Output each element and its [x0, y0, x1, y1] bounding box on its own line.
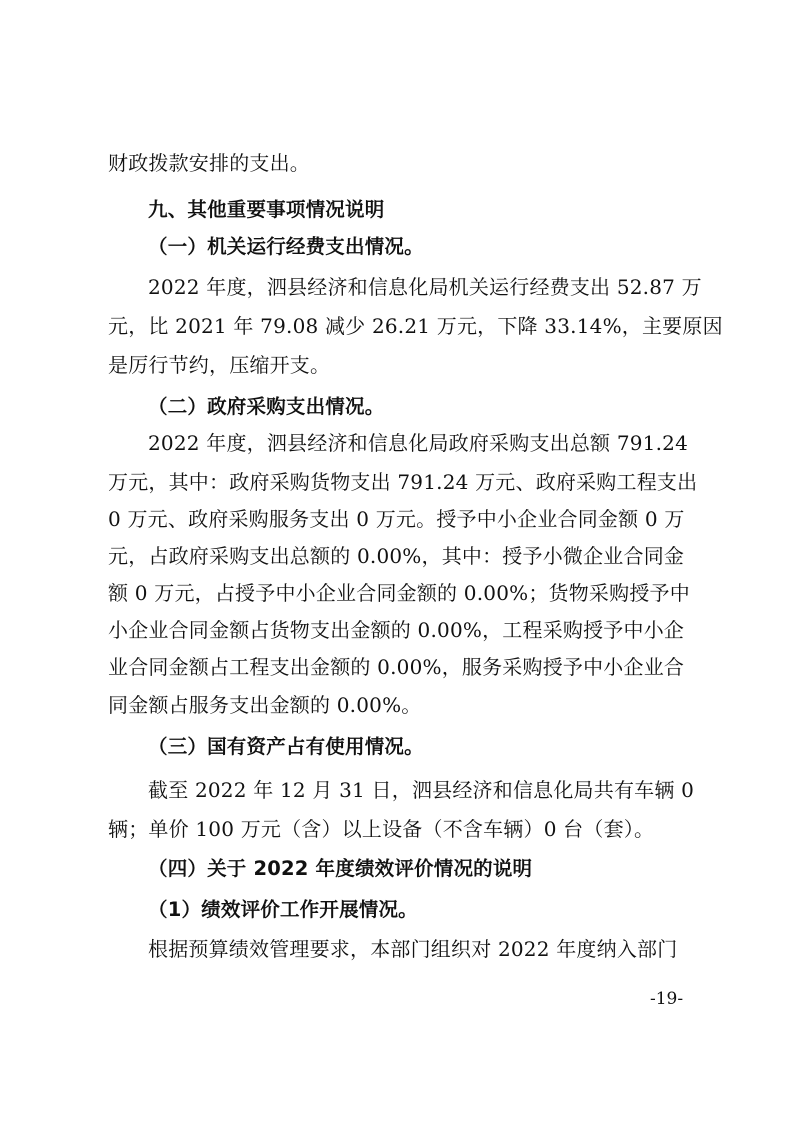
text-line: 业合同金额占工程支出金额的 0.00%，服务采购授予中小企业合 — [108, 655, 685, 679]
section-heading: 九、其他重要事项情况说明 — [148, 198, 385, 221]
subsection-heading: （三）国有资产占有使用情况。 — [148, 735, 424, 758]
text-line: 0 万元、政府采购服务支出 0 万元。授予中小企业合同金额 0 万 — [108, 507, 685, 531]
text-line: 元，占政府采购支出总额的 0.00%，其中：授予小微企业合同金 — [108, 544, 685, 568]
text-line: 2022 年度，泗县经济和信息化局机关运行经费支出 52.87 万 — [148, 275, 702, 299]
subsection-heading: （一）机关运行经费支出情况。 — [148, 235, 424, 258]
page-number: -19- — [650, 989, 684, 1009]
text-line: 万元，其中：政府采购货物支出 791.24 万元、政府采购工程支出 — [108, 470, 698, 494]
subsection-heading: （二）政府采购支出情况。 — [148, 395, 385, 418]
text-line: 小企业合同金额占货物支出金额的 0.00%，工程采购授予中小企 — [108, 618, 685, 642]
text-line: 财政拨款安排的支出。 — [108, 151, 310, 175]
subsection-heading: （四）关于 2022 年度绩效评价情况的说明 — [148, 857, 533, 880]
text-line: 2022 年度，泗县经济和信息化局政府采购支出总额 791.24 — [148, 431, 688, 455]
text-line: 同金额占服务支出金额的 0.00%。 — [108, 693, 422, 717]
text-line: 是厉行节约，压缩开支。 — [108, 353, 331, 377]
subsection-heading: （1）绩效评价工作开展情况。 — [148, 898, 418, 921]
text-line: 额 0 万元，占授予中小企业合同金额的 0.00%；货物采购授予中 — [108, 581, 690, 605]
text-line: 元，比 2021 年 79.08 减少 26.21 万元，下降 33.14%，主要原因 — [108, 314, 723, 338]
text-line: 根据预算绩效管理要求，本部门组织对 2022 年度纳入部门 — [148, 937, 678, 961]
text-line: 辆；单价 100 万元（含）以上设备（不含车辆）0 台（套）。 — [108, 817, 655, 841]
text-line: 截至 2022 年 12 月 31 日，泗县经济和信息化局共有车辆 0 — [148, 778, 695, 802]
